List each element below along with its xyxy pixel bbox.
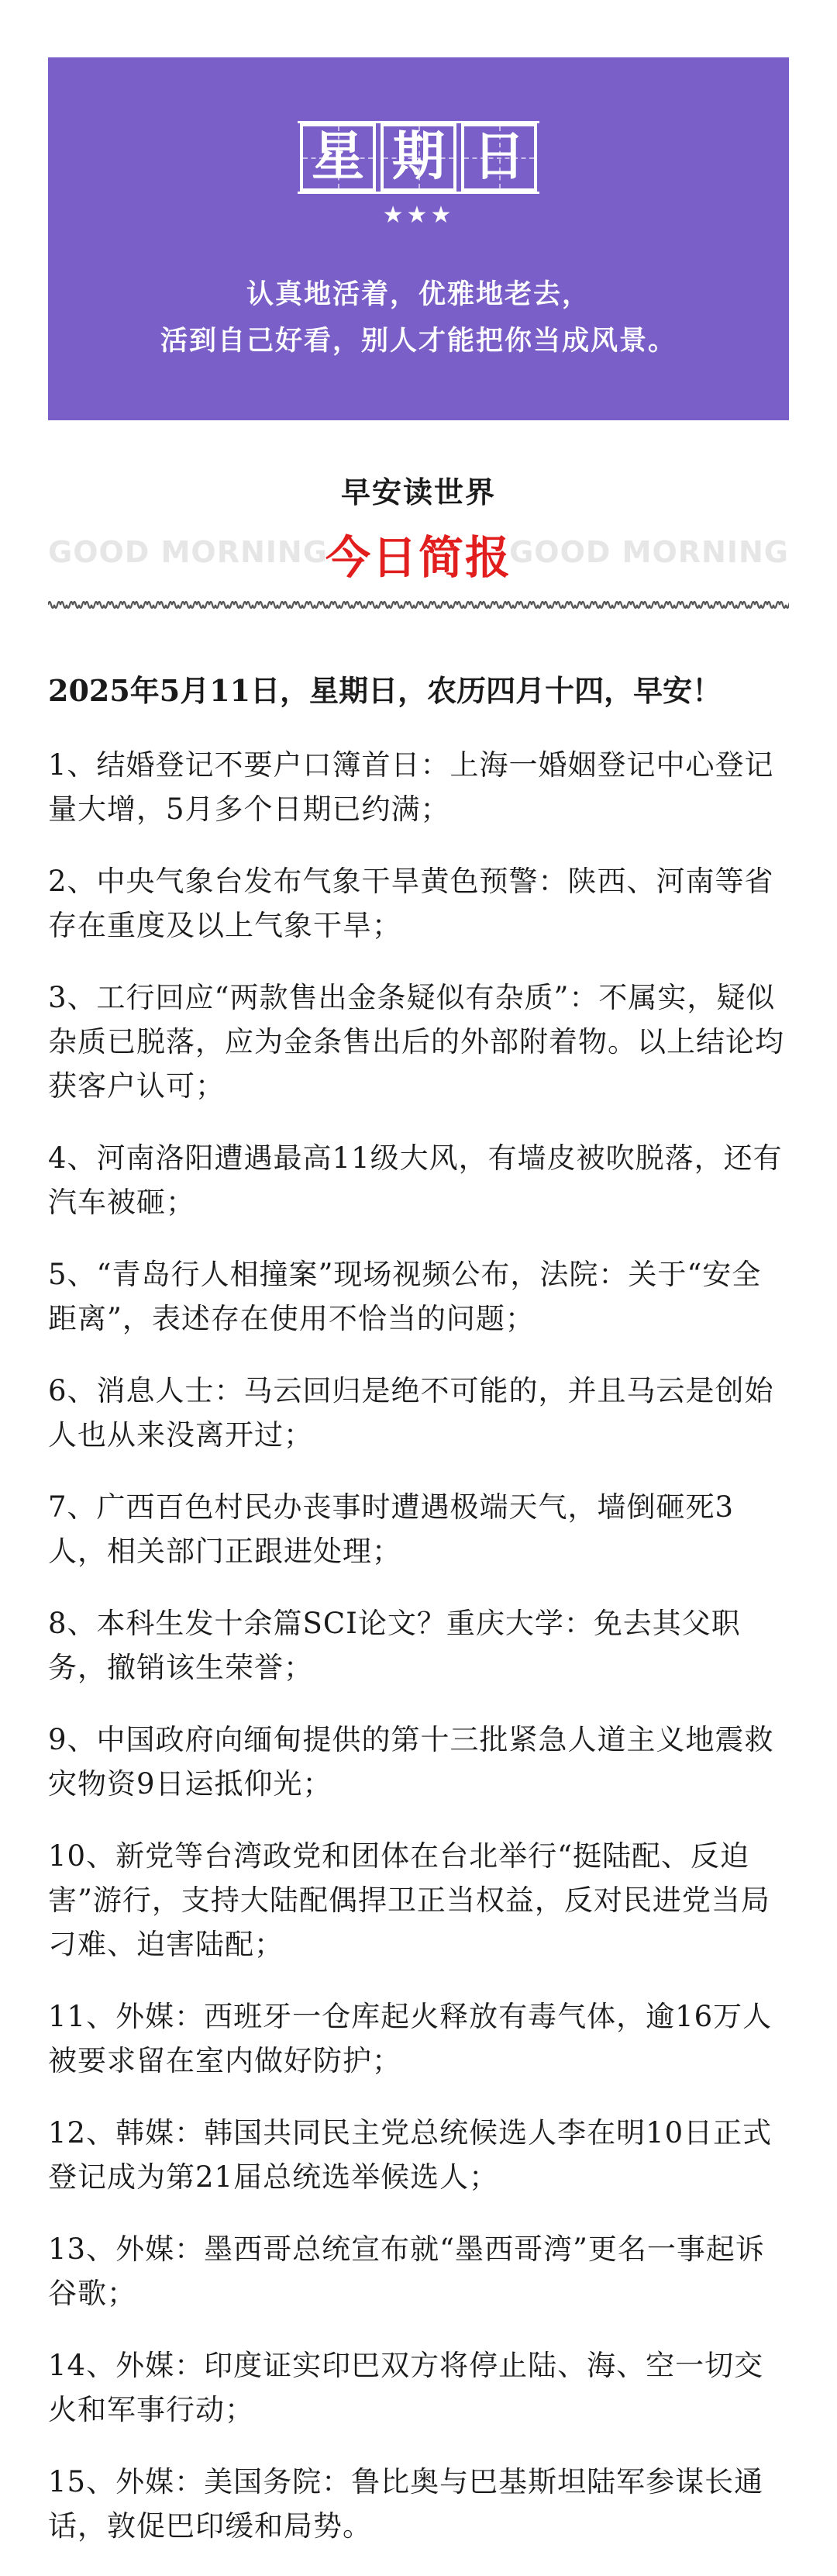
section-subtitle: 早安读世界: [340, 475, 496, 509]
good-morning-deco-left: GOOD MORNING: [48, 535, 328, 569]
news-item: 3、工行回应“两款售出金条疑似有杂质”：不属实，疑似杂质已脱落，应为金条售出后的外部附着物。以上结论均获客户认可；: [48, 981, 784, 1103]
news-item: 1、结婚登记不要户口簿首日：上海一婚姻登记中心登记量大增，5月多个日期已约满；: [48, 748, 774, 826]
news-content: [48, 668, 789, 2576]
header-banner: [48, 57, 789, 420]
news-item: 15、外媒：美国务院：鲁比奥与巴基斯坦陆军参谋长通话，敦促巴印缓和局势。: [48, 2465, 764, 2543]
weekday-title: [298, 121, 539, 194]
weekday-char-box: [461, 123, 537, 192]
news-item: 12、韩媒：韩国共同民主党总统候选人李在明10日正式登记成为第21届总统选举候选人；: [48, 2116, 773, 2194]
news-item: 4、河南洛阳遭遇最高11级大风，有墙皮被吹脱落，还有汽车被砸；: [48, 1141, 783, 1219]
news-item: 13、外媒：墨西哥总统宣布就“墨西哥湾”更名一事起诉谷歌；: [48, 2232, 765, 2310]
news-item: 8、本科生发十余篇SCI论文？重庆大学：免去其父职务，撤销该生荣誉；: [48, 1607, 741, 1684]
news-item: 11、外媒：西班牙一仓库起火释放有毒气体，逾16万人被要求留在室内做好防护；: [48, 2000, 773, 2077]
motto-line-2: 活到自己好看，别人才能把你当成风景。: [160, 325, 677, 357]
news-item: 5、“青岛行人相撞案”现场视频公布，法院：关于“安全距离”，表述存在使用不恰当的问题；: [48, 1258, 762, 1335]
weekday-char: 日: [472, 126, 525, 188]
weekday-char-box: [300, 123, 376, 192]
weekday-char: 期: [391, 126, 445, 188]
headline-row: [0, 521, 837, 583]
weekday-char: 星: [311, 126, 364, 188]
motto-line-1: 认真地活着，优雅地老去，: [246, 278, 591, 310]
weekday-char-box: [381, 123, 456, 192]
news-item: 6、消息人士：马云回归是绝不可能的，并且马云是创始人也从来没离开过；: [48, 1374, 774, 1452]
star-icons: ★★★: [382, 202, 455, 229]
news-item: 2、中央气象台发布气象干旱黄色预警：陕西、河南等省存在重度及以上气象干旱；: [48, 865, 774, 942]
news-item: 14、外媒：印度证实印巴双方将停止陆、海、空一切交火和军事行动；: [48, 2349, 764, 2426]
good-morning-deco-right: GOOD MORNING: [509, 535, 789, 569]
wavy-divider: [48, 597, 789, 613]
news-list: [48, 743, 789, 2548]
date-greeting: 2025年5月11日，星期日，农历四月十四，早安！: [48, 673, 722, 708]
news-item: 9、中国政府向缅甸提供的第十三批紧急人道主义地震救灾物资9日运抵仰光；: [48, 1723, 774, 1801]
page-title: 今日简报: [325, 531, 512, 584]
news-item: 10、新党等台湾政党和团体在台北举行“挺陆配、反迫害”游行，支持大陆配偶捍卫正当权益，反对民进党当局刁难、迫害陆配；: [48, 1839, 770, 1961]
news-item: 7、广西百色村民办丧事时遭遇极端天气，墙倒砸死3人，相关部门正跟进处理；: [48, 1490, 735, 1568]
